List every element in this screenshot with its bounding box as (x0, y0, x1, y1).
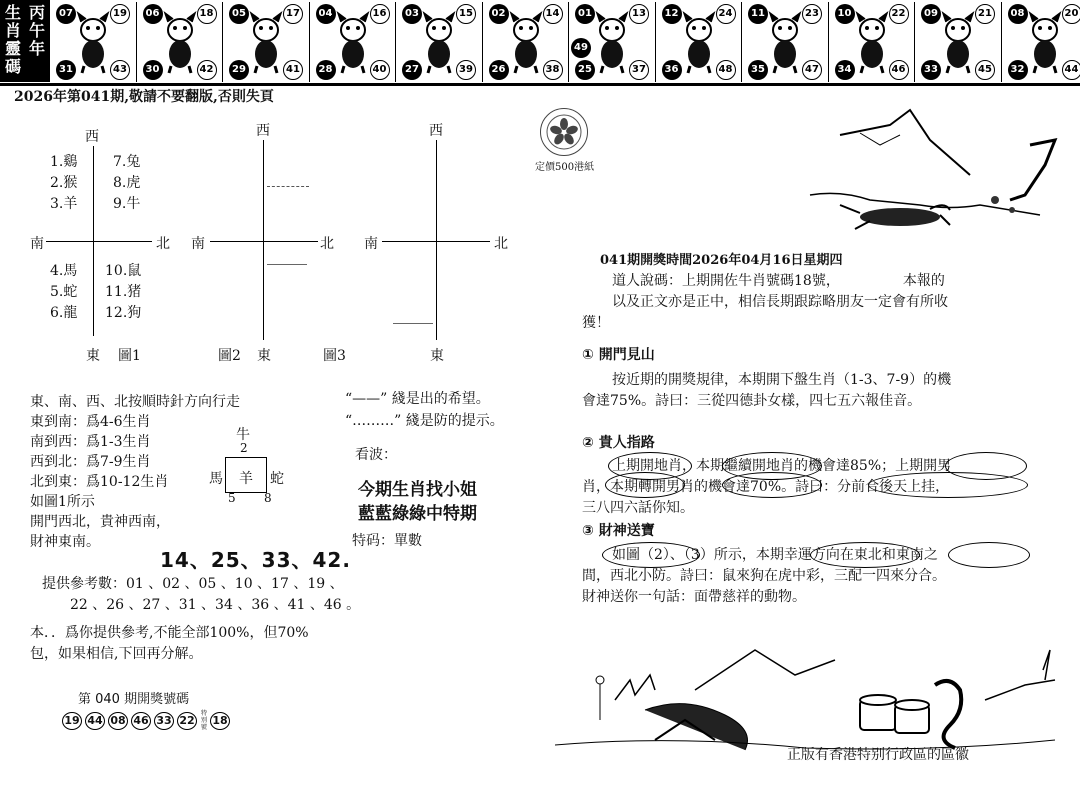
zodiac-number-badge: 37 (629, 60, 649, 80)
special-number-ball: 18 (210, 712, 230, 730)
d2-north: 北 (320, 236, 334, 252)
d1-lower-right: 10.鼠 11.猪 12.狗 (105, 263, 142, 321)
goat-icon (676, 10, 722, 74)
zodiac-number-badge: 44 (1062, 60, 1080, 80)
zodiac-strip (0, 0, 1080, 86)
zodiac-number-badge: 12 (662, 4, 682, 24)
zodiac-number-badge: 06 (143, 4, 163, 24)
d2-horizontal-line (210, 241, 318, 242)
draw-number-ball: 22 (177, 712, 197, 730)
zodiac-number-badge: 47 (802, 60, 822, 80)
zodiac-number-badge: 07 (56, 4, 76, 24)
special-code: 特码：單數 (352, 533, 422, 549)
zodiac-number-badge: 16 (370, 4, 390, 24)
draw-number-ball: 08 (108, 712, 128, 730)
rabbit-icon (330, 10, 376, 74)
zodiac-cell (223, 2, 310, 82)
zodiac-cell (50, 2, 137, 82)
draw-number-ball: 33 (154, 712, 174, 730)
draw-number-ball: 44 (85, 712, 105, 730)
zodiac-cell (396, 2, 483, 82)
d1-north: 北 (156, 236, 170, 252)
zodiac-number-badge: 10 (835, 4, 855, 24)
d3-east: 東 (430, 348, 444, 364)
d2-south: 南 (191, 236, 205, 252)
direction-rules: 東、南、西、北按順時針方向行走 東到南：爲4-6生肖 南到西：爲1-3生肖 西到北：爲7-9生肖 北到東：爲10-12生肖 如圖1所示 開門西北，貴神西南， 財神東南。 (30, 394, 240, 550)
zodiac-number-badge: 18 (197, 4, 217, 24)
special-tag: 特別號 (201, 710, 208, 731)
mini-right: 蛇 (270, 471, 284, 487)
section-3-body: 如圖（2）、（3）所示，本期幸運方向在東北和東南之 間，西北小防。詩曰：鼠來狗在虎中彩，三配一四來分合。 財神送你一句話：面帶慈祥的動物。 (582, 547, 946, 605)
zodiac-number-badge: 23 (802, 4, 822, 24)
zodiac-number-badge: 14 (543, 4, 563, 24)
zodiac-number-badge: 31 (56, 60, 76, 80)
tiger-icon (243, 10, 289, 74)
look-label: 看波： (355, 447, 397, 463)
d1-lower-left: 4.馬 5.蛇 6.龍 (50, 263, 78, 321)
zodiac-cell (829, 2, 916, 82)
zodiac-number-badge: 42 (197, 60, 217, 80)
dragon-icon (416, 10, 462, 74)
section-1-body: 按近期的開獎規律，本期開下盤生肖（1-3、7-9）的機 會達75%。詩曰：三從四德卦女樣，四七五六報佳音。 (582, 372, 952, 409)
footer-note: 正版有香港特别行政區的區徽 (787, 747, 969, 763)
d3-north: 北 (494, 236, 508, 252)
zodiac-number-badge: 03 (402, 4, 422, 24)
zodiac-number-badge: 20 (1062, 4, 1080, 24)
mark-oval (722, 472, 822, 498)
d2-west: 西 (256, 123, 270, 139)
disclaimer-line-1: 本．．爲你提供參考,不能全部100%，但70% (30, 625, 309, 641)
zodiac-number-badge: 26 (489, 60, 509, 80)
mark-oval (602, 542, 700, 568)
title-col-1: 生 肖 靈 碼 (4, 3, 21, 76)
zodiac-number-badge: 22 (889, 4, 909, 24)
zodiac-number-badge: 28 (316, 60, 336, 80)
mouse-icon (70, 10, 116, 74)
draw-number-ball: 46 (131, 712, 151, 730)
zodiac-number-badge: 45 (975, 60, 995, 80)
zodiac-number-badge: 35 (748, 60, 768, 80)
d1-caption: 圖1 (118, 348, 141, 364)
zodiac-number-badge: 40 (370, 60, 390, 80)
issue-line: 2026年第041期,敬請不要翻版,否則失頁 (14, 89, 274, 105)
bauhinia-icon (541, 109, 587, 155)
d1-upper-right: 7.兔 8.虎 9.牛 (113, 154, 141, 212)
zodiac-number-badge: 43 (110, 60, 130, 80)
zodiac-cell (742, 2, 829, 82)
zodiac-number-badge: 04 (316, 4, 336, 24)
zodiac-cell (137, 2, 224, 82)
legend-solid: “——” 綫是出的希望。 (345, 391, 490, 407)
mark-oval (948, 542, 1030, 568)
d2-vertical-line (263, 140, 264, 340)
snake-icon (503, 10, 549, 74)
zodiac-number-badge: 39 (456, 60, 476, 80)
zodiac-number-badge: 15 (456, 4, 476, 24)
mini-center: 羊 (239, 471, 253, 487)
d1-south: 南 (30, 236, 44, 252)
title-col-2: 丙 午 年 (28, 3, 45, 58)
section-2-body: 上期開地肖，本期繼續開地肖的機會達85%；上期開男 肖，本期轉開男肖的機會達70%。詩曰：分前合後天上挂， 三八四六話你知。 (582, 458, 952, 516)
zodiac-number-badge: 08 (1008, 4, 1028, 24)
d2-solid-line (267, 264, 307, 265)
mini-top: 牛 (236, 427, 250, 443)
d2-east: 東 (257, 348, 271, 364)
d1-upper-left: 1.鷄 2.猴 3.羊 (50, 154, 78, 212)
zodiac-number-badge: 48 (716, 60, 736, 80)
draw-time: 041期開獎時間2026年04月16日星期四 (600, 253, 843, 268)
zodiac-cell (915, 2, 1002, 82)
mark-oval (868, 472, 1028, 498)
title-corner (0, 0, 50, 82)
zodiac-cell (483, 2, 570, 82)
zodiac-cell (656, 2, 743, 82)
zodiac-number-badge: 24 (716, 4, 736, 24)
d3-south: 南 (364, 236, 378, 252)
zodiac-number-badge: 27 (402, 60, 422, 80)
zodiac-number-badge: 17 (283, 4, 303, 24)
mark-oval (810, 542, 920, 568)
mini-bottom-right: 8 (264, 491, 272, 505)
d3-solid-line (393, 323, 433, 324)
zodiac-cell (310, 2, 397, 82)
d2-caption: 圖2 (218, 348, 241, 364)
d3-caption: 圖3 (323, 348, 346, 364)
disclaimer-line-2: 包，如果相信,下回再分解。 (30, 646, 203, 662)
dog-icon (935, 10, 981, 74)
zodiac-number-badge: 09 (921, 4, 941, 24)
zodiac-number-badge: 30 (143, 60, 163, 80)
zodiac-number-badge: 33 (921, 60, 941, 80)
d3-west: 西 (429, 123, 443, 139)
mini-bottom-left: 5 (228, 491, 236, 505)
draw-number-ball: 19 (62, 712, 82, 730)
zodiac-number-badge: 36 (662, 60, 682, 80)
mini-left: 馬 (209, 471, 223, 487)
zodiac-number-badge: 49 (571, 38, 591, 58)
d2-dotted-line (267, 186, 309, 187)
zodiac-number-badge: 46 (889, 60, 909, 80)
section-2-title: ② 貴人指路 (582, 435, 655, 451)
reference-line-2: 22 、26 、27 、31 、34 、36 、41 、46 。 (70, 597, 361, 613)
zodiac-number-badge: 02 (489, 4, 509, 24)
d1-east: 東 (86, 348, 100, 364)
d3-vertical-line (436, 140, 437, 340)
zodiac-number-badge: 32 (1008, 60, 1028, 80)
mini-top-num: 2 (240, 441, 248, 455)
reference-line-1: 提供參考數：01 、02 、05 、10 、17 、19 、 (42, 576, 344, 592)
zodiac-number-badge: 25 (575, 60, 595, 80)
zodiac-cell (1002, 2, 1080, 82)
ox-icon (157, 10, 203, 74)
zodiac-number-badge: 01 (575, 4, 595, 24)
zodiac-number-badge: 41 (283, 60, 303, 80)
zodiac-number-badge: 29 (229, 60, 249, 80)
section-3-title: ③ 財神送寶 (582, 523, 655, 539)
monkey-icon (762, 10, 808, 74)
d1-west: 西 (85, 129, 99, 145)
zodiac-cell (569, 2, 656, 82)
horse-snake-illustration (555, 640, 1075, 760)
zodiac-number-badge: 38 (543, 60, 563, 80)
zodiac-number-badge: 21 (975, 4, 995, 24)
zodiac-number-badge: 34 (835, 60, 855, 80)
hk-emblem (540, 108, 588, 156)
zodiac-number-badge: 19 (110, 4, 130, 24)
prev-draw-title: 第 040 期開獎號碼 (78, 692, 190, 707)
price-label: 定價500港紙 (535, 162, 595, 173)
horse-icon (589, 10, 635, 74)
intro-text: 道人說碼：上期開佐牛肖號碼18號， 本報的 以及正文亦是正中，相信長期跟踪略朋友一定會有所收 獲！ (582, 273, 948, 331)
big-numbers: 14、25、33、42. (160, 548, 351, 572)
mark-oval (605, 472, 685, 498)
d1-horizontal-line (46, 241, 152, 242)
rooster-icon (849, 10, 895, 74)
legend-dotted: “………” 綫是防的提示。 (345, 413, 504, 429)
ox-landscape-illustration (800, 105, 1070, 245)
zodiac-number-badge: 05 (229, 4, 249, 24)
zodiac-number-badge: 13 (629, 4, 649, 24)
pig-icon (1022, 10, 1068, 74)
d3-horizontal-line (382, 241, 490, 242)
zodiac-number-badge: 11 (748, 4, 768, 24)
section-1-title: ① 開門見山 (582, 347, 655, 363)
hint-headline: 今期生肖找小姐 藍藍綠綠中特期 (358, 480, 477, 524)
